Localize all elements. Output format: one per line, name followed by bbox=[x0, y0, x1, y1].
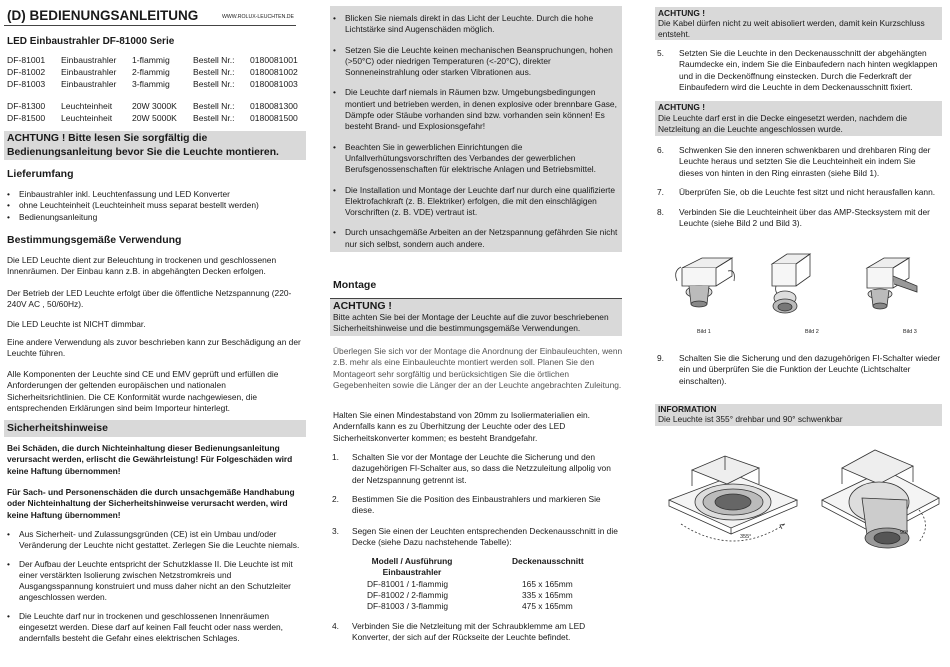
paragraph: Alle Komponenten der Leuchte sind CE und EMV geprüft und erfüllen die Anforderungen der geltenden europäischen und nationalen Sicherheitsrichtlinien. Die CE Konformität wurde nachgewiesen, die entsprechenden Erklärungen sind beim Importeur hinterlegt. bbox=[7, 369, 279, 413]
step-text: Schalten Sie die Sicherung und den dazugehörigen FI-Schalter wieder ein und überprüfen Sie die Funktion der Leuchte (Lichtschalter einschalten). bbox=[679, 353, 941, 386]
table-cell: 335 x 165mm bbox=[522, 590, 573, 600]
list-item: • Aus Sicherheit- und Zulassungsgründen (CE) ist ein Umbau und/oder Veränderung der Leuchte nicht gestattet. Zerlegen Sie die Leuchte niemals. bbox=[6, 529, 306, 552]
caution-title: ACHTUNG ! bbox=[333, 300, 392, 312]
list-item: • Bedienungsanleitung bbox=[6, 212, 306, 223]
caution-title: ACHTUNG ! bbox=[658, 102, 705, 112]
product-model: DF-81300 bbox=[7, 101, 46, 111]
caution-title: ACHTUNG ! bbox=[658, 8, 705, 18]
order-label: Bestell Nr.: bbox=[193, 67, 235, 77]
caution-box bbox=[655, 7, 942, 40]
order-number: 0180081001 bbox=[250, 55, 298, 65]
step-text: Setzten Sie die Leuchte in den Deckenausschnitt der abgehängten Raumdecke ein, indem Sie die Einbaufedern nach hinten wegklappen und in die Deckenöffnung einstecken. Durch die Federkraft der Einbaufedern wird die Leuchte in dem Deckenausschnitt fixiert. bbox=[679, 48, 938, 92]
table-cell: 165 x 165mm bbox=[522, 579, 573, 589]
product-variant: 20W 5000K bbox=[132, 113, 177, 123]
step-text: Überprüfen Sie, ob die Leuchte fest sitzt und nicht herausfallen kann. bbox=[679, 187, 936, 197]
section-heading-sicherheit: Sicherheitshinweise bbox=[7, 422, 108, 434]
product-row bbox=[7, 67, 307, 78]
product-model: DF-81003 bbox=[7, 79, 46, 89]
step-text: Verbinden Sie die Netzleitung mit der Schraubklemme am LED Konverter, der sich auf der Rückseite der Leuchte befindet. bbox=[352, 621, 586, 643]
step bbox=[332, 621, 622, 644]
product-model: DF-81500 bbox=[7, 113, 46, 123]
product-model: DF-81001 bbox=[7, 55, 46, 65]
rotation-figures bbox=[657, 440, 942, 565]
step-number: 5. bbox=[657, 48, 664, 58]
order-label: Bestell Nr.: bbox=[193, 79, 235, 89]
section-heading-box bbox=[4, 420, 306, 437]
product-row bbox=[7, 55, 307, 66]
product-type: Einbaustrahler bbox=[61, 55, 117, 65]
figure-caption: Bild 2 bbox=[805, 329, 819, 335]
table-cell: DF-81001 / 1-flammig bbox=[367, 579, 448, 589]
section-heading-lieferumfang: Lieferumfang bbox=[7, 168, 74, 180]
list-item: • Setzen Sie die Leuchte keinen mechanischen Beanspruchungen, hohen (>50°C) oder niedrigen Temperaturen (<-20°C), direkter Sonneneinstrahlung oder starken Vibrationen aus. bbox=[332, 45, 620, 79]
figure-caption: Bild 3 bbox=[903, 329, 917, 335]
info-box bbox=[655, 404, 942, 426]
list-item: • Beachten Sie in gewerblichen Einrichtungen die Unfallverhütungsvorschriften des Verbandes der gewerblichen Berufsgenossenschaften für elektrische Anlagen und Betriebsmittel. bbox=[332, 142, 620, 176]
column-1 bbox=[0, 0, 308, 667]
paragraph: Überlegen Sie sich vor der Montage die Anordnung der Einbauleuchten, wenn z.B. mehr als eine Einbauleuchte montiert werden soll. Planen Sie den Montageort sehr sorgfältig und berücksichtigen Sie die örtlichen Gegebenheiten sowie die Länger der an der Leuchte angebrachten Zuleitung. bbox=[333, 346, 623, 390]
product-variant: 2-flammig bbox=[132, 67, 170, 77]
step bbox=[332, 526, 622, 549]
product-type: Einbaustrahler bbox=[61, 67, 117, 77]
step-number: 3. bbox=[332, 526, 339, 536]
warning-box bbox=[4, 131, 306, 160]
product-row bbox=[7, 113, 307, 124]
safety-box bbox=[330, 6, 622, 252]
table-cell: 475 x 165mm bbox=[522, 601, 573, 611]
caution-box bbox=[655, 101, 942, 136]
section-heading-montage: Montage bbox=[333, 279, 377, 291]
product-row bbox=[7, 79, 307, 90]
step-text: Bestimmen Sie die Position des Einbaustrahlers und markieren Sie diese. bbox=[352, 494, 601, 516]
step bbox=[332, 494, 622, 517]
title-bar bbox=[4, 7, 296, 26]
figure-caption: Bild 1 bbox=[697, 329, 711, 335]
safety-list bbox=[6, 529, 306, 645]
step-text: Verbinden Sie die Leuchteinheit über das AMP-Stecksystem mit der Leuchte (siehe Bild 2 und Bild 3). bbox=[679, 207, 930, 229]
step-number: 4. bbox=[332, 621, 339, 631]
order-number: 0180081300 bbox=[250, 101, 298, 111]
table-header-cell: Einbaustrahler bbox=[382, 567, 442, 578]
list-item: • Die Installation und Montage der Leuchte darf nur durch eine qualifizierte Elektrofachkraft (z. B. Elektriker) erfolgen, die mit den einschlägigen Vorschriften (z. B. VDE) vertraut ist. bbox=[332, 185, 620, 219]
step-number: 6. bbox=[657, 145, 664, 155]
product-variant: 20W 3000K bbox=[132, 101, 177, 111]
step-number: 2. bbox=[332, 494, 339, 504]
table-header-cell: Deckenausschnitt bbox=[512, 556, 584, 566]
table-cell: DF-81002 / 2-flammig bbox=[367, 590, 448, 600]
paragraph: Die LED Leuchte dient zur Beleuchtung in trockenen und geschlossenen Innenräumen. Der Einbau kann z.B. in abgehängten Decken erfolgen. bbox=[7, 255, 277, 277]
list-item: • Der Aufbau der Leuchte entspricht der Schutzklasse II. Die Leuchte ist mit einer verstärkten Isolierung zwischen Netzstromkreis und Ausgangsspannung konstruiert und muss daher nicht an den Schutzleiter angeschlossen werden. bbox=[6, 559, 306, 604]
table-header-cell: Modell / Ausführung bbox=[371, 556, 453, 566]
caution-text: Die Leuchte darf erst in die Decke eingesetzt werden, nachdem die Netzleitung an die Leuchte angeschlossen wurde. bbox=[658, 113, 908, 135]
liability-notice: Für Sach- und Personenschäden die durch unsachgemäße Handhabung oder Nichteinhaltung der Sicherheitshinweise verursacht werden, wird keine Haftung übernommen! bbox=[7, 487, 295, 520]
step-text: Schwenken Sie den inneren schwenkbaren und drehbaren Ring der Leuchte heraus und setzten Sie die Leuchteinheit ein indem Sie dieses von hinten in den Ring einrasten (siehe Bild 1). bbox=[679, 145, 931, 178]
order-label: Bestell Nr.: bbox=[193, 101, 235, 111]
order-number: 0180081003 bbox=[250, 79, 298, 89]
product-type: Leuchteinheit bbox=[61, 113, 113, 123]
product-row bbox=[7, 101, 307, 112]
info-text: Die Leuchte ist 355° drehbar und 90° schwenkbar bbox=[658, 414, 843, 424]
list-item: • Durch unsachgemäße Arbeiten an der Netzspannung gefährden Sie nicht nur sich selbst, sondern auch andere. bbox=[332, 227, 620, 250]
column-2 bbox=[325, 0, 622, 667]
product-type: Leuchteinheit bbox=[61, 101, 113, 111]
list-item: • Die Leuchte darf nur in trockenen und geschlossenen Innenräumen eingesetzt werden. Diese darf auf keinen Fall feucht oder nass werden, andernfalls besteht die Gefahr eines elektrischen Schlages. bbox=[6, 611, 306, 645]
document-title: (D) BEDIENUNGSANLEITUNG bbox=[7, 8, 199, 23]
column-3 bbox=[652, 0, 942, 667]
caution-text: Die Kabel dürfen nicht zu weit abisoliert werden, damit kein Kurzschluss entsteht. bbox=[658, 18, 925, 40]
list-item: • Einbaustrahler inkl. Leuchtenfassung und LED Konverter bbox=[6, 189, 306, 200]
caution-box bbox=[330, 299, 622, 336]
order-label: Bestell Nr.: bbox=[193, 55, 235, 65]
step-number: 1. bbox=[332, 452, 339, 462]
info-title: INFORMATION bbox=[658, 404, 717, 414]
step bbox=[657, 187, 942, 198]
table-header bbox=[369, 556, 455, 579]
table-cell: DF-81003 / 3-flammig bbox=[367, 601, 448, 611]
step bbox=[657, 145, 942, 179]
rotation-angle-label: 355° bbox=[740, 534, 752, 540]
step bbox=[657, 207, 942, 230]
product-variant: 1-flammig bbox=[132, 55, 170, 65]
step-text: Segen Sie einen der Leuchten entsprechenden Deckenausschnitt in die Decke (siehe Dazu nachstehende Tabelle): bbox=[352, 526, 618, 548]
installation-figures bbox=[672, 246, 942, 331]
product-type: Einbaustrahler bbox=[61, 79, 117, 89]
list-item: • Die Leuchte darf niemals in Räumen bzw. Umgebungsbedingungen montiert und betrieben werden, in denen explosive oder brennbare Gase, Dämpfe oder Stäube vorhanden sind bzw. vorhanden sein können! Es besteht Brand- und Explosionsgefahr! bbox=[332, 87, 620, 132]
paragraph: Die LED Leuchte ist NICHT dimmbar. bbox=[7, 319, 146, 329]
safety-list bbox=[332, 13, 620, 250]
order-number: 0180081002 bbox=[250, 67, 298, 77]
step bbox=[332, 452, 622, 486]
paragraph: Eine andere Verwendung als zuvor beschrieben kann zur Beschädigung an der Leuchte führen. bbox=[7, 337, 301, 359]
paragraph: Halten Sie einen Mindestabstand von 20mm zu Isoliermaterialien ein. Andernfalls kann es zu Überhitzung der Leuchte oder des LED Sicherheitskonverter kommen; es besteht Brandgefahr. bbox=[333, 410, 590, 443]
step-number: 8. bbox=[657, 207, 664, 217]
liability-notice: Bei Schäden, die durch Nichteinhaltung dieser Bedienungsanleitung verursacht werden, erlischt die Gewährleistung! Für Folgeschäden wird keine Haftung übernommen! bbox=[7, 443, 293, 476]
order-label: Bestell Nr.: bbox=[193, 113, 235, 123]
website-link[interactable]: WWW.ROLUX-LEUCHTEN.DE bbox=[221, 14, 294, 20]
step-text: Schalten Sie vor der Montage der Leuchte die Sicherung und den dazugehörigen FI-Schalter aus, so dass die Netzzuleitung allpolig von der Netzspannung getrennt ist. bbox=[352, 452, 611, 485]
list-item: • Blicken Sie niemals direkt in das Licht der Leuchte. Durch die hohe Lichtstärke sind Augenschäden möglich. bbox=[332, 13, 620, 36]
product-model: DF-81002 bbox=[7, 67, 46, 77]
step bbox=[657, 353, 942, 387]
list-item: • ohne Leuchteinheit (Leuchteinheit muss separat bestellt werden) bbox=[6, 200, 306, 211]
tilt-angle-label: 90° bbox=[900, 530, 909, 536]
caution-text: Bitte achten Sie bei der Montage der Leuchte auf die zuvor beschriebenen Sicherheitshinweise und die bestimmungsgemäße Verwendungen. bbox=[333, 312, 609, 334]
scope-of-delivery-list bbox=[6, 189, 306, 223]
series-title: LED Einbaustrahler DF-81000 Serie bbox=[7, 36, 175, 47]
step bbox=[657, 48, 942, 93]
paragraph: Der Betrieb der LED Leuchte erfolgt über die öffentliche Netzspannung (220-240V AC , 50/60Hz). bbox=[7, 288, 292, 310]
product-variant: 3-flammig bbox=[132, 79, 170, 89]
step-number: 9. bbox=[657, 353, 664, 363]
order-number: 0180081500 bbox=[250, 113, 298, 123]
step-number: 7. bbox=[657, 187, 664, 197]
warning-text: ACHTUNG ! Bitte lesen Sie sorgfältig die Bedienungsanleitung bevor Sie die Leuchte montieren. bbox=[7, 133, 279, 158]
section-heading-verwendung: Bestimmungsgemäße Verwendung bbox=[7, 234, 182, 246]
